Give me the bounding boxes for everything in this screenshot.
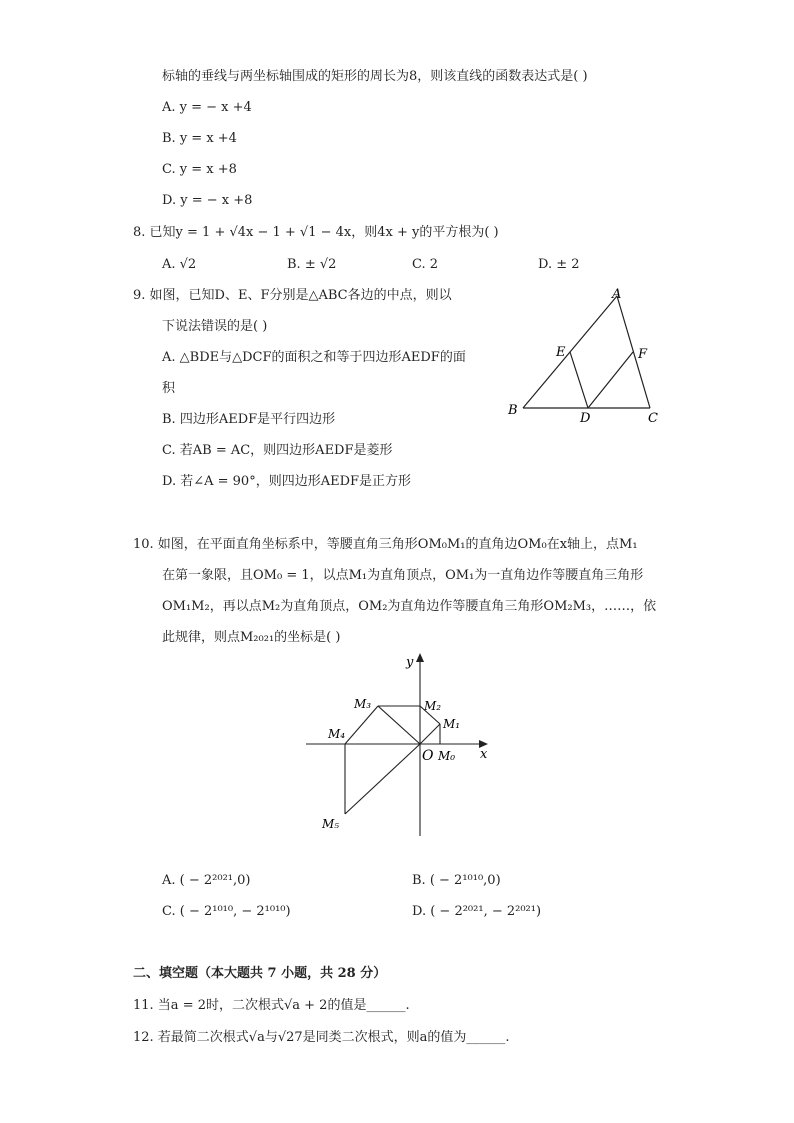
- label-m5: M₅: [322, 817, 340, 831]
- label-c: C: [648, 411, 658, 426]
- q7-option-a: A. y = − x +4: [162, 100, 252, 115]
- q8-option-a: A. √2: [162, 257, 197, 272]
- q8-stem: 8. 已知y = 1 + √4x − 1 + √1 − 4x，则4x + y的平方根为( ): [133, 225, 499, 240]
- q10-option-c: C. ( − 2¹⁰¹⁰, − 2¹⁰¹⁰): [162, 904, 291, 919]
- q10-line1: 10. 如图，在平面直角坐标系中，等腰直角三角形OM₀M₁的直角边OM₀在x轴上，点M₁: [133, 537, 638, 552]
- label-m1: M₁: [443, 717, 461, 731]
- label-b: B: [508, 403, 518, 418]
- q7-option-b: B. y = x +4: [162, 131, 237, 146]
- q9-option-a-line2: 积: [162, 381, 176, 396]
- q9-option-a-line1: A. △BDE与△DCF的面积之和等于四边形AEDF的面: [162, 350, 466, 365]
- label-a: A: [612, 287, 622, 302]
- q10-option-d: D. ( − 2²⁰²¹, − 2²⁰²¹): [412, 904, 542, 919]
- segment-m5o: [345, 744, 420, 814]
- label-m0: M₀: [438, 749, 456, 763]
- section-title: 二、填空题（本大题共 7 小题，共 28 分）: [133, 966, 387, 981]
- segment-ed: [570, 352, 588, 408]
- q10-option-b: B. ( − 2¹⁰¹⁰,0): [412, 873, 501, 888]
- q9-stem-line2: 下说法错误的是( ): [162, 319, 268, 334]
- q11: 11. 当a = 2时，二次根式√a + 2的值是______.: [133, 998, 410, 1013]
- label-d: D: [580, 411, 591, 426]
- y-axis-arrow: [416, 653, 424, 662]
- label-f: F: [638, 347, 648, 362]
- q12: 12. 若最简二次根式√a与√27是同类二次根式，则a的值为______.: [133, 1030, 510, 1045]
- q10-line3: OM₁M₂，再以点M₂为直角顶点，OM₂为直角边作等腰直角三角形OM₂M₃，……，依: [162, 599, 657, 614]
- label-x: x: [480, 747, 488, 762]
- segment-om1: [420, 724, 440, 744]
- q10-line4: 此规律，则点M₂₀₂₁的坐标是( ): [162, 630, 341, 645]
- coordinate-figure: [300, 648, 500, 838]
- label-m4: M₄: [328, 727, 346, 741]
- q7-option-d: D. y = − x +8: [162, 193, 253, 208]
- q9-option-d: D. 若∠A = 90°，则四边形AEDF是正方形: [162, 474, 412, 489]
- triangle-figure: [500, 284, 670, 426]
- q8-option-d: D. ± 2: [538, 257, 580, 272]
- q8-option-c: C. 2: [412, 257, 439, 272]
- q9-stem-line1: 9. 如图，已知D、E、F分别是△ABC各边的中点，则以: [133, 288, 452, 303]
- q9-option-b: B. 四边形AEDF是平行四边形: [162, 412, 336, 427]
- q10-line2: 在第一象限，且OM₀ = 1，以点M₁为直角顶点，OM₁为一直角边作等腰直角三角形: [162, 568, 644, 583]
- label-o: O: [422, 748, 434, 764]
- label-y: y: [406, 655, 414, 670]
- q10-option-a: A. ( − 2²⁰²¹,0): [162, 873, 251, 888]
- label-m3: M₃: [354, 697, 372, 711]
- segment-df: [588, 352, 633, 408]
- q8-option-b: B. ± √2: [287, 257, 337, 272]
- label-m2: M₂: [424, 699, 442, 713]
- label-e: E: [556, 345, 566, 360]
- q7-option-c: C. y = x +8: [162, 162, 237, 177]
- q9-option-c: C. 若AB = AC，则四边形AEDF是菱形: [162, 443, 393, 458]
- segment-m3m4: [345, 706, 378, 744]
- q7-stem-tail: 标轴的垂线与两坐标轴围成的矩形的周长为8，则该直线的函数表达式是( ): [162, 69, 588, 84]
- segment-om3: [378, 706, 420, 744]
